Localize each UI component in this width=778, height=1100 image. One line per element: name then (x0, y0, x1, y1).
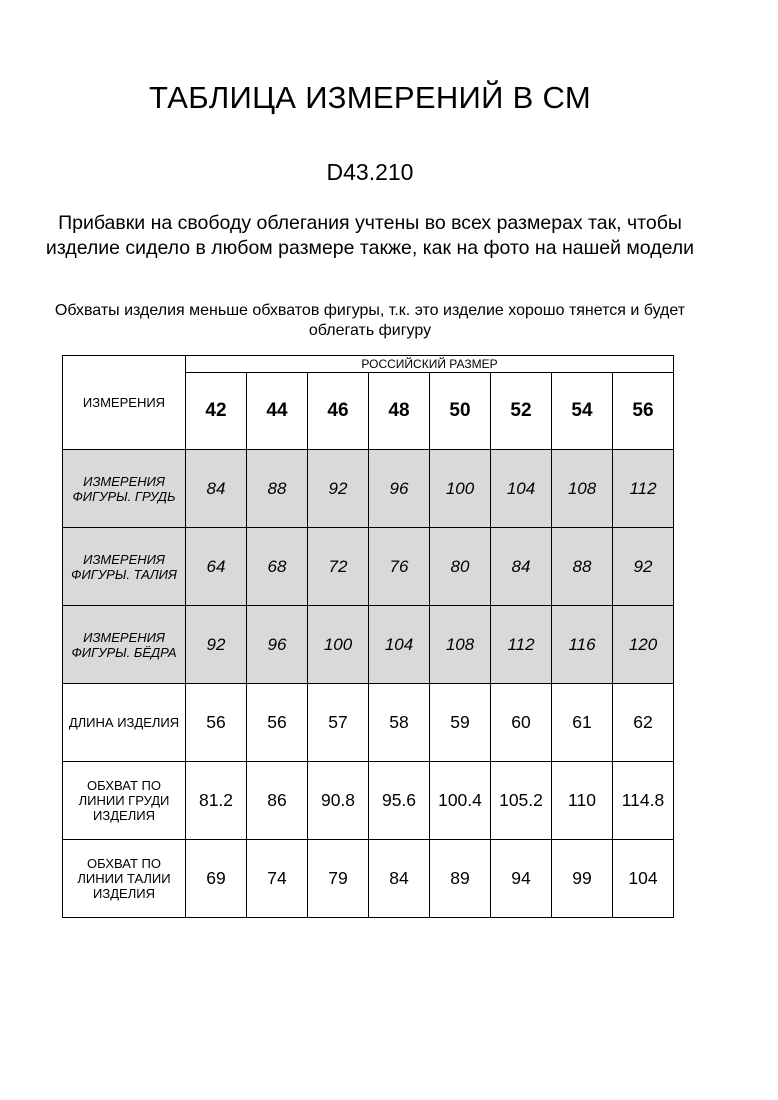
size-header: 54 (552, 373, 613, 450)
table-cell: 96 (369, 450, 430, 528)
size-header: 44 (247, 373, 308, 450)
table-cell: 96 (247, 606, 308, 684)
table-row (63, 840, 674, 918)
table-row (63, 762, 674, 840)
table-cell: 99 (552, 840, 613, 918)
table-cell: 79 (308, 840, 369, 918)
size-header: 48 (369, 373, 430, 450)
row-label: ИЗМЕРЕНИЯ ФИГУРЫ. ГРУДЬ (63, 450, 186, 528)
table-cell: 100 (430, 450, 491, 528)
table-row (63, 606, 674, 684)
table-cell: 74 (247, 840, 308, 918)
size-table (62, 355, 674, 918)
row-label: ОБХВАТ ПО ЛИНИИ ГРУДИ ИЗДЕЛИЯ (63, 762, 186, 840)
table-cell: 59 (430, 684, 491, 762)
table-cell: 81.2 (186, 762, 247, 840)
table-cell: 104 (369, 606, 430, 684)
table-cell: 88 (552, 528, 613, 606)
size-header: 50 (430, 373, 491, 450)
fit-note: Прибавки на свободу облегания учтены во всех размерах так, чтобы изделие сидело в любом размере также, как на фото на нашей модели (45, 212, 695, 259)
table-cell: 112 (613, 450, 674, 528)
table-cell: 64 (186, 528, 247, 606)
table-cell: 108 (552, 450, 613, 528)
table-cell: 69 (186, 840, 247, 918)
size-header: 52 (491, 373, 552, 450)
table-cell: 57 (308, 684, 369, 762)
table-cell: 80 (430, 528, 491, 606)
table-cell: 92 (613, 528, 674, 606)
table-cell: 120 (613, 606, 674, 684)
product-code: D43.210 (326, 159, 414, 185)
table-cell: 105.2 (491, 762, 552, 840)
table-cell: 86 (247, 762, 308, 840)
stretch-note: Обхваты изделия меньше обхватов фигуры, т.к. это изделие хорошо тянется и будет облегать фигуру (54, 302, 686, 339)
row-label: ДЛИНА ИЗДЕЛИЯ (63, 684, 186, 762)
table-cell: 56 (247, 684, 308, 762)
table-cell: 58 (369, 684, 430, 762)
table-cell: 60 (491, 684, 552, 762)
table-cell: 62 (613, 684, 674, 762)
table-cell: 100.4 (430, 762, 491, 840)
table-cell: 84 (369, 840, 430, 918)
row-label: ОБХВАТ ПО ЛИНИИ ТАЛИИ ИЗДЕЛИЯ (63, 840, 186, 918)
table-cell: 112 (491, 606, 552, 684)
size-group-header: РОССИЙСКИЙ РАЗМЕР (186, 356, 674, 373)
table-cell: 110 (552, 762, 613, 840)
table-cell: 95.6 (369, 762, 430, 840)
table-row (63, 528, 674, 606)
table-cell: 94 (491, 840, 552, 918)
table-cell: 90.8 (308, 762, 369, 840)
row-label: ИЗМЕРЕНИЯ ФИГУРЫ. ТАЛИЯ (63, 528, 186, 606)
table-row (63, 450, 674, 528)
size-group-header-row (63, 356, 674, 373)
table-cell: 88 (247, 450, 308, 528)
table-cell: 104 (491, 450, 552, 528)
table-cell: 100 (308, 606, 369, 684)
table-cell: 104 (613, 840, 674, 918)
table-cell: 114.8 (613, 762, 674, 840)
table-cell: 116 (552, 606, 613, 684)
table-cell: 76 (369, 528, 430, 606)
table-cell: 68 (247, 528, 308, 606)
table-cell: 108 (430, 606, 491, 684)
table-cell: 56 (186, 684, 247, 762)
measurements-header: ИЗМЕРЕНИЯ (63, 356, 186, 450)
table-cell: 84 (491, 528, 552, 606)
table-cell: 61 (552, 684, 613, 762)
table-cell: 72 (308, 528, 369, 606)
table-cell: 84 (186, 450, 247, 528)
size-header: 42 (186, 373, 247, 450)
page-title: ТАБЛИЦА ИЗМЕРЕНИЙ В СМ (149, 80, 591, 115)
table-cell: 92 (308, 450, 369, 528)
table-cell: 92 (186, 606, 247, 684)
size-header: 46 (308, 373, 369, 450)
size-header: 56 (613, 373, 674, 450)
row-label: ИЗМЕРЕНИЯ ФИГУРЫ. БЁДРА (63, 606, 186, 684)
table-cell: 89 (430, 840, 491, 918)
table-row (63, 684, 674, 762)
